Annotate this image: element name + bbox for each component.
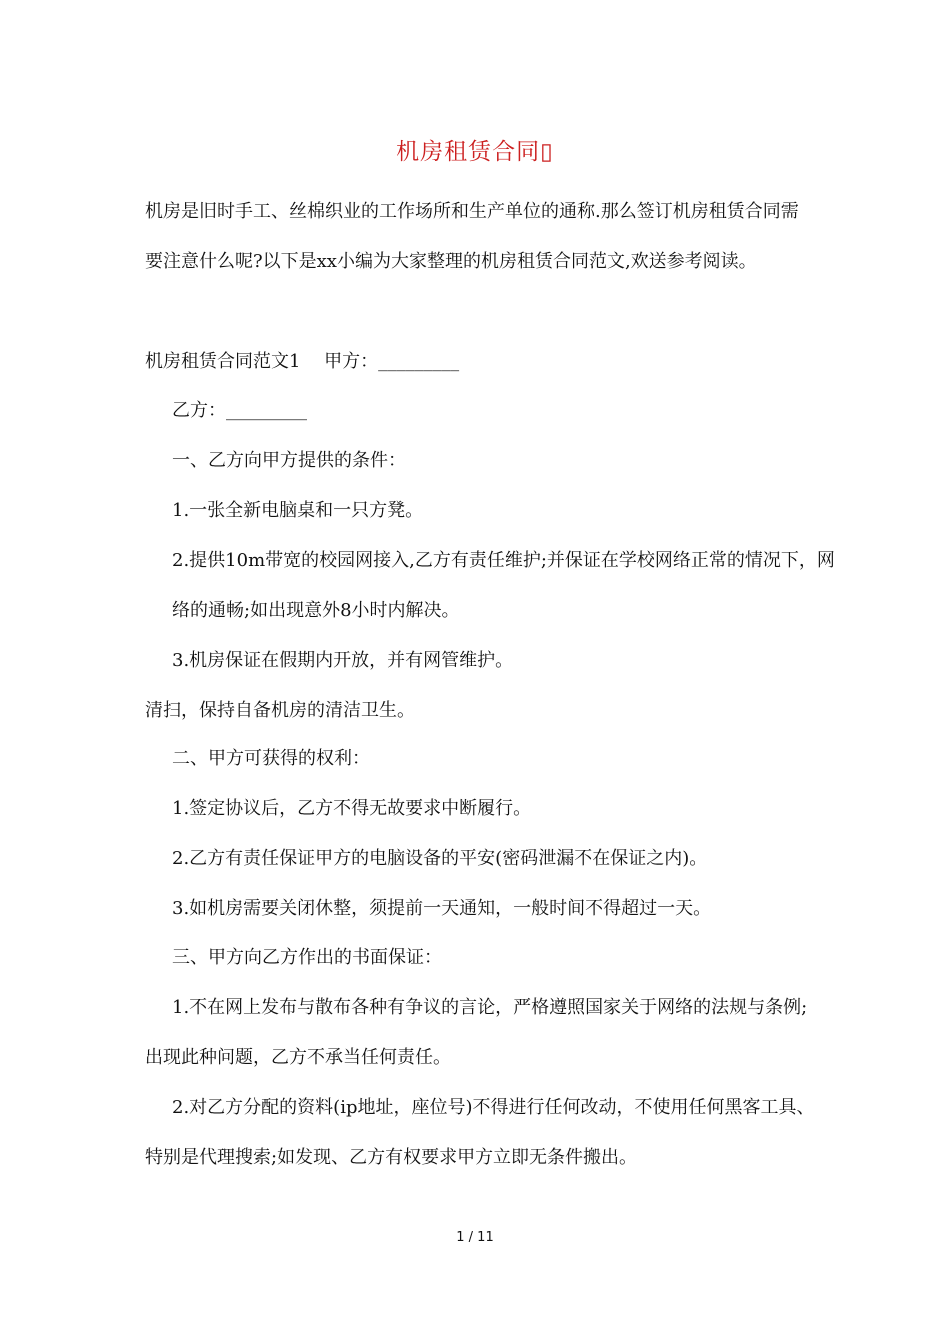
clause-3-2: 2.对乙方分配的资料(ip地址，座位号)不得进行任何改动，不使用任何黑客工具、特别是代理搜索;如发现、乙方有权要求甲方立即无条件搬出。 — [145, 1097, 815, 1168]
cleaning-line: 清扫，保持自备机房的清洁卫生。 — [145, 700, 415, 721]
clause-2-2: 2.乙方有责任保证甲方的电脑设备的平安(密码泄漏不在保证之内)。 — [172, 848, 708, 869]
clause-2-1: 1.签定协议后，乙方不得无故要求中断履行。 — [172, 798, 532, 819]
clause-1-3: 3.机房保证在假期内开放，并有网管维护。 — [172, 650, 514, 671]
clause-1-2: 2.提供10m带宽的校园网接入,乙方有责任维护;并保证在学校网络正常的情况下，网络的通畅;如出现意外8小时内解决。 — [172, 550, 835, 621]
page-indicator: 1 / 11 — [456, 1230, 494, 1245]
section-heading-3: 三、甲方向乙方作出的书面保证： — [172, 947, 442, 968]
clause-1-1: 1.一张全新电脑桌和一只方凳。 — [172, 500, 424, 521]
section-heading-2: 二、甲方可获得的权利： — [172, 748, 370, 769]
clause-2-3: 3.如机房需要关闭休整，须提前一天通知，一般时间不得超过一天。 — [172, 898, 712, 919]
section-heading-1: 一、乙方向甲方提供的条件： — [172, 450, 406, 471]
intro-paragraph: 机房是旧时手工、丝棉织业的工作场所和生产单位的通称.那么签订机房租赁合同需要注意什么呢?以下是xx小编为大家整理的机房租赁合同范文,欢送参考阅读。 — [145, 201, 799, 272]
clause-3-1: 1.不在网上发布与散布各种有争议的言论，严格遵照国家关于网络的法规与条例;出现此种问题，乙方不承当任何责任。 — [145, 997, 808, 1068]
party-b-line: 乙方：_________ — [172, 400, 307, 421]
document-title: 机房租赁合同▯ — [396, 139, 554, 165]
contract-heading-party-a: 机房租赁合同范文1 甲方：_________ — [145, 351, 460, 372]
